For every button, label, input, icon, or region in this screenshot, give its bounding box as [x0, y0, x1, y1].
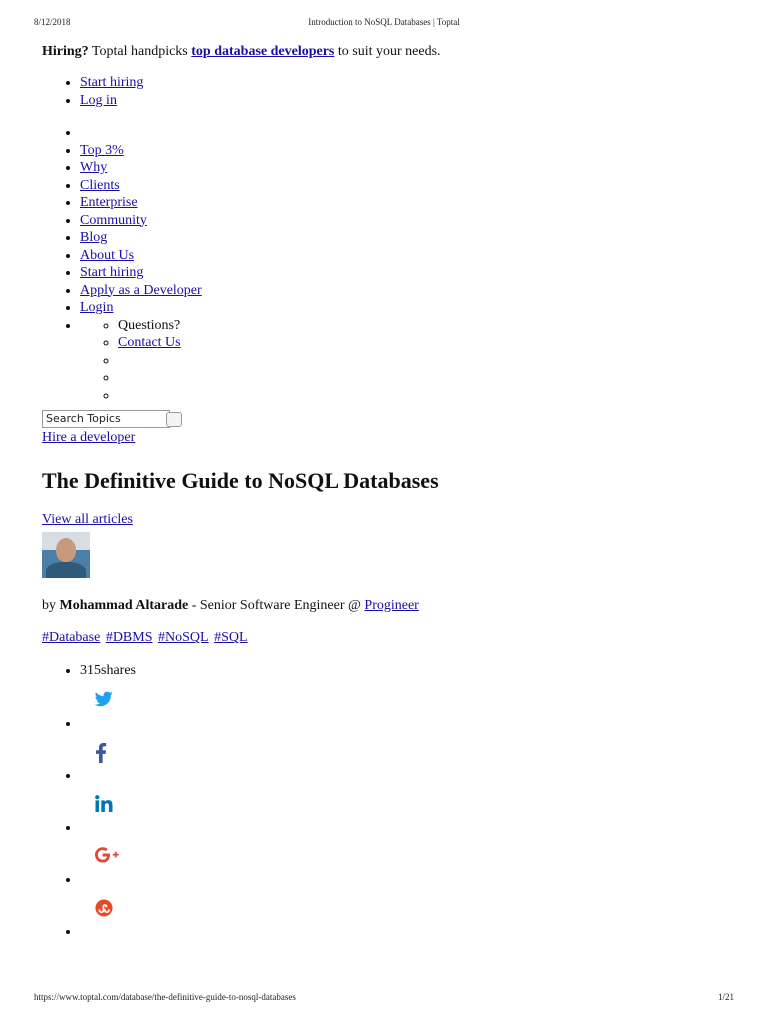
- share-linkedin-slot: [80, 784, 732, 819]
- nav-about-us-link[interactable]: About Us: [80, 247, 135, 263]
- list-item: [80, 282, 732, 300]
- search-input[interactable]: Search Topics: [42, 410, 170, 428]
- hire-developer-link[interactable]: Hire a developer: [42, 430, 136, 445]
- nav-apply-developer-link[interactable]: Apply as a Developer: [80, 282, 202, 298]
- tag-list: [42, 628, 732, 648]
- list-item: [118, 334, 732, 352]
- share-stumbleupon-slot: [80, 888, 732, 923]
- list-item: [80, 92, 732, 110]
- share-label: shares: [101, 663, 136, 678]
- company-link[interactable]: Progineer: [364, 598, 419, 613]
- start-hiring-link[interactable]: Start hiring: [80, 75, 144, 90]
- byline: [42, 596, 732, 616]
- linkedin-icon[interactable]: [95, 795, 113, 812]
- avatar-shoulders: [46, 562, 86, 578]
- list-item: [80, 177, 732, 195]
- hiring-banner: [42, 42, 732, 62]
- print-date: 8/12/2018: [34, 17, 71, 27]
- list-item: [80, 299, 732, 317]
- contact-sublist: [80, 317, 732, 405]
- share-empty-bullet: [80, 923, 732, 940]
- avatar-head: [56, 538, 76, 562]
- top-links: [42, 74, 732, 109]
- print-doc-title: Introduction to NoSQL Databases | Toptal: [308, 17, 460, 27]
- share-empty-bullet: [80, 819, 732, 836]
- tag-sql-link[interactable]: #SQL: [214, 630, 248, 645]
- share-empty-bullet: [80, 715, 732, 732]
- share-count-item: [80, 662, 732, 680]
- nav-blog-link[interactable]: Blog: [80, 230, 108, 245]
- twitter-icon[interactable]: [95, 691, 113, 707]
- list-item: [80, 74, 732, 92]
- list-item: [80, 142, 732, 160]
- log-in-link[interactable]: Log in: [80, 92, 117, 108]
- stumbleupon-icon[interactable]: [95, 899, 113, 917]
- main-nav: [42, 124, 732, 404]
- print-url: https://www.toptal.com/database/the-definitive-guide-to-nosql-databases: [34, 992, 296, 1002]
- empty-sub-item: [118, 369, 732, 387]
- nav-why-link[interactable]: Why: [80, 160, 108, 175]
- hiring-lead: Hiring?: [42, 44, 89, 59]
- nav-contact-group: [80, 317, 732, 405]
- tag-nosql-link[interactable]: #NoSQL: [158, 630, 209, 645]
- print-page-number: 1/21: [717, 992, 734, 1002]
- page-content: [42, 42, 732, 940]
- nav-clients-link[interactable]: Clients: [80, 177, 120, 193]
- empty-sub-item: [118, 352, 732, 370]
- nav-community-link[interactable]: Community: [80, 212, 147, 228]
- nav-top-3-link[interactable]: Top 3%: [80, 142, 124, 158]
- share-twitter-slot: [80, 680, 732, 715]
- list-item: [80, 229, 732, 247]
- search-button[interactable]: [166, 412, 182, 427]
- share-empty-bullet: [80, 767, 732, 784]
- share-google-plus-slot: [80, 836, 732, 871]
- share-count: 315: [80, 663, 101, 678]
- share-empty-bullet: [80, 871, 732, 888]
- list-item: [80, 212, 732, 230]
- google-plus-icon[interactable]: [95, 847, 119, 863]
- questions-label: ◦ • Questions?: [118, 317, 732, 335]
- list-item: [80, 194, 732, 212]
- contact-us-link[interactable]: Contact Us: [118, 335, 181, 350]
- list-item: [80, 247, 732, 265]
- hiring-pre: Toptal handpicks: [88, 44, 192, 59]
- tag-dbms-link[interactable]: #DBMS: [105, 630, 153, 645]
- nav-start-hiring-link[interactable]: Start hiring: [80, 265, 144, 280]
- nav-empty-item: [80, 124, 732, 142]
- facebook-icon[interactable]: [95, 743, 107, 763]
- view-all-articles-link[interactable]: View all articles: [42, 512, 133, 527]
- author-name: Mohammad Altarade: [59, 598, 189, 613]
- tag-database-link[interactable]: #Database: [42, 630, 101, 645]
- empty-sub-item: [118, 387, 732, 405]
- byline-by: by: [42, 598, 60, 613]
- author-role: - Senior Software Engineer @: [188, 598, 365, 613]
- nav-login-link[interactable]: Login: [80, 300, 114, 315]
- search-bar: [42, 410, 732, 428]
- nav-enterprise-link[interactable]: Enterprise: [80, 195, 138, 210]
- list-item: [80, 264, 732, 282]
- hiring-post: to suit your needs.: [334, 44, 441, 59]
- top-database-developers-link[interactable]: top database developers: [191, 44, 335, 59]
- list-item: [80, 159, 732, 177]
- share-facebook-slot: [80, 732, 732, 767]
- author-avatar: [42, 532, 90, 578]
- share-list: [42, 662, 732, 940]
- page-title: The Definitive Guide to NoSQL Databases: [42, 468, 439, 493]
